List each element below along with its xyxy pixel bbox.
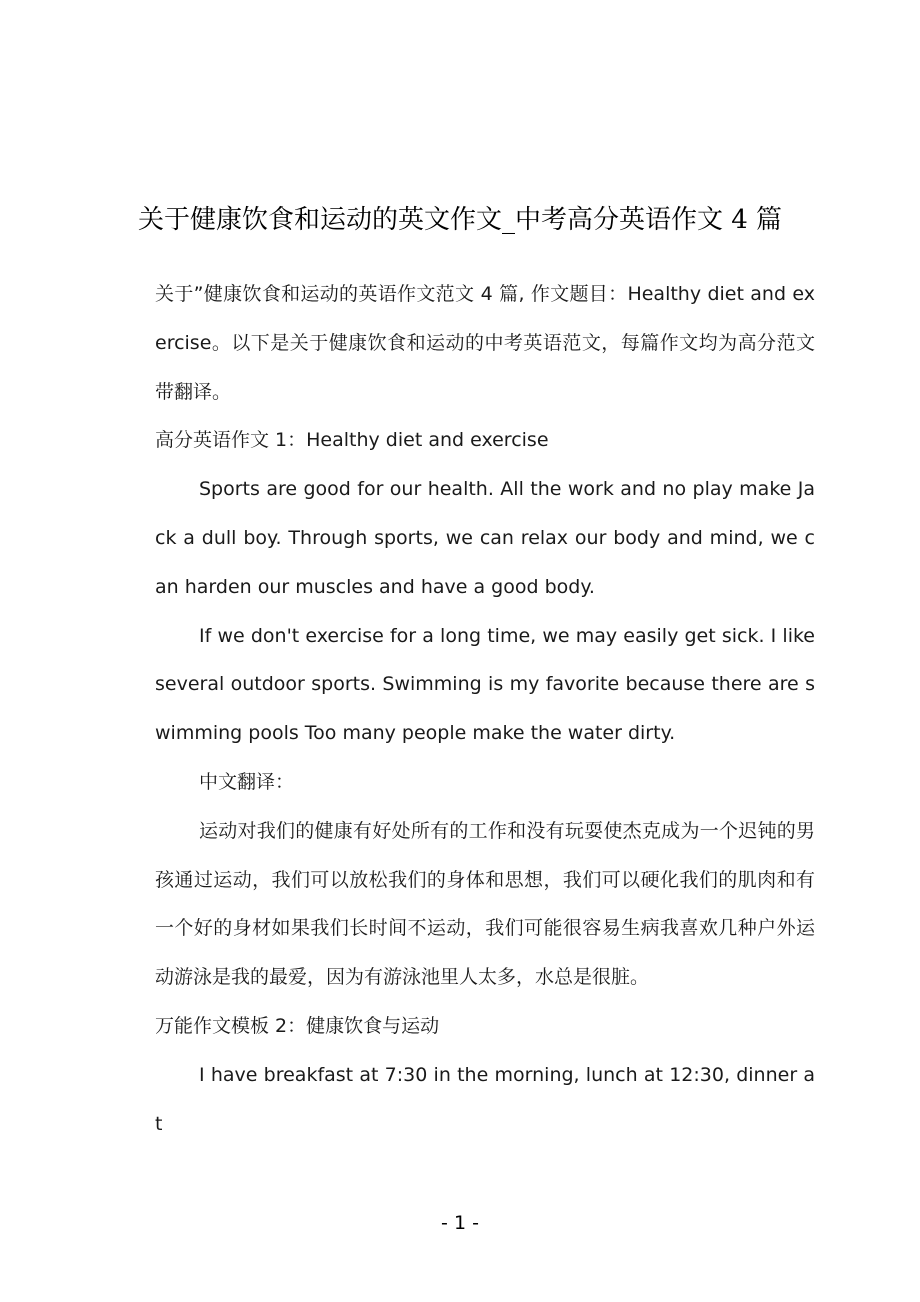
document-body (155, 270, 815, 1148)
essay-2-heading: 万能作文模板 2：健康饮食与运动 (155, 1014, 440, 1037)
essay-1-paragraph-1: Sports are good for our health. All the work and no play make Jack a dull boy. Through sports, we can relax our body and mind, we can harden our muscles and have a good body. (155, 478, 815, 598)
page-number: - 1 - (441, 1212, 479, 1234)
translation-paragraph: 运动对我们的健康有好处所有的工作和没有玩耍使杰克成为一个迟钝的男孩通过运动，我们可以放松我们的身体和思想，我们可以硬化我们的肌肉和有一个好的身材如果我们长时间不运动，我们可能很容易生病我喜欢几种户外运动游泳是我的最爱，因为有游泳池里人太多，水总是很脏。 (155, 819, 815, 989)
essay-1-paragraph-2: If we don't exercise for a long time, we may easily get sick. I like several outdoor sports. Swimming is my favorite because there are swimming pools Too many people make the water dirty. (155, 624, 815, 745)
intro-paragraph: 关于”健康饮食和运动的英语作文范文 4 篇, 作文题目：Healthy diet and exercise。以下是关于健康饮食和运动的中考英语范文，每篇作文均为高分范文带翻译。 (155, 283, 815, 403)
essay-2-paragraph-1: I have breakfast at 7:30 in the morning, lunch at 12:30, dinner at (155, 1063, 815, 1135)
translation-heading: 中文翻译： (199, 770, 295, 793)
document-title: 关于健康饮食和运动的英文作文_中考高分英语作文 4 篇 (137, 205, 783, 235)
essay-1-heading: 高分英语作文 1：Healthy diet and exercise (155, 429, 549, 452)
